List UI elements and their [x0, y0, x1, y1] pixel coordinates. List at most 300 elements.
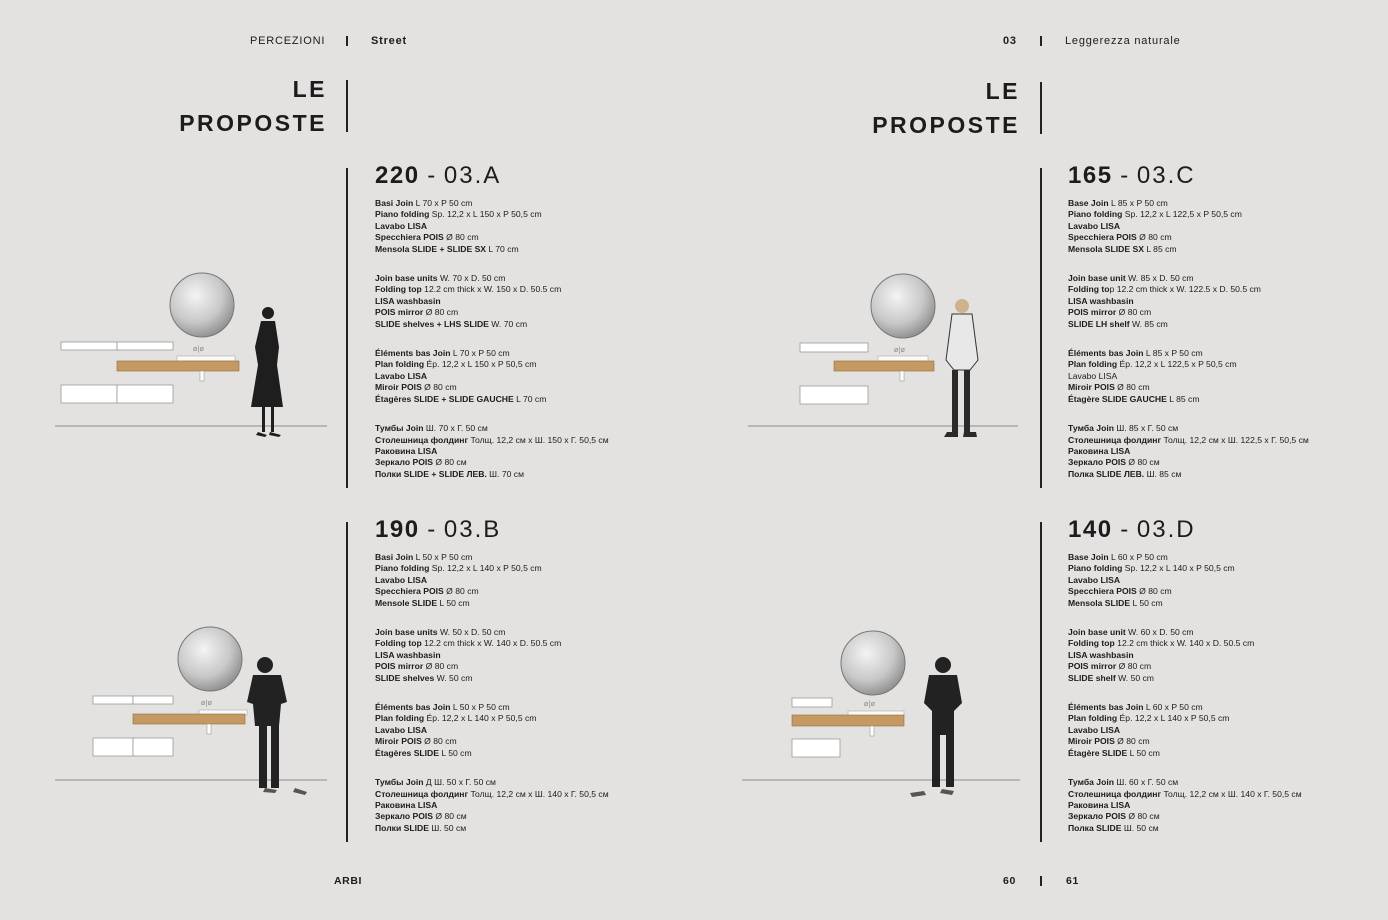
composition-code: 03.B	[443, 516, 502, 543]
spec-dimensions: Ш. 50 см	[1121, 822, 1159, 833]
shelf	[61, 342, 117, 350]
page-title-left	[150, 72, 327, 140]
spec-dimensions: L 85 x P 50 cm	[1143, 348, 1203, 359]
spec-dimensions: Ø 80 cm	[1136, 232, 1172, 243]
wooden-folding-top	[133, 714, 245, 724]
spec-dimensions: Ø 80 cm	[421, 736, 457, 747]
shelf	[133, 696, 173, 704]
spec-dimensions: Д Ш. 50 х Г. 50 см	[423, 777, 496, 788]
spec-line	[375, 823, 609, 834]
spec-product-name: Раковина LISA	[1068, 799, 1131, 810]
spec-dimensions: Толщ. 12,2 см х Ш. 122,5 х Г. 50,5 см	[1161, 434, 1309, 445]
title-line-1: LE	[292, 76, 327, 102]
block-divider	[346, 522, 348, 842]
composition-size: 220	[375, 162, 420, 189]
spec-product-name: Полка SLIDE	[1068, 822, 1122, 833]
spec-product-name: Join base units	[375, 273, 438, 284]
spec-dimensions: Ø 80 cm	[1136, 586, 1172, 597]
spec-product-name: Столешница фолдинг	[375, 434, 469, 445]
spec-line	[375, 394, 609, 405]
spec-product-name: Étagère SLIDE	[1068, 747, 1128, 758]
spec-line	[375, 359, 609, 370]
page-number-right: 61	[1066, 875, 1079, 887]
composition-title: 220 - 03.A	[375, 162, 502, 189]
spec-language-group	[1068, 777, 1302, 834]
spec-dimensions: W. 50 cm	[434, 672, 473, 683]
spec-product-name: Mensola SLIDE	[1068, 597, 1131, 608]
spec-line	[1068, 789, 1302, 800]
spec-product-name: Plan folding	[375, 359, 425, 370]
spec-dimensions: Ø 80 cm	[1114, 382, 1150, 393]
spec-line	[375, 661, 609, 672]
spec-dimensions: Толщ. 12,2 см х Ш. 150 х Г. 50,5 см	[468, 434, 609, 445]
tap-icon: ø|ø	[193, 345, 204, 353]
base-unit	[93, 738, 133, 756]
spec-dimensions: 12.2 cm thick x W. 140 x D. 50.5 cm	[421, 638, 562, 649]
header-section: PERCEZIONI	[250, 35, 326, 47]
spec-product-name: Miroir POIS	[1068, 382, 1115, 393]
spec-product-name: Specchiera POIS	[1068, 232, 1137, 243]
spec-product-name: Lavabo LISA	[375, 220, 428, 231]
washbasin	[177, 356, 235, 361]
spec-language-group	[375, 423, 609, 480]
spec-product-name: Éléments bas Join	[1068, 348, 1144, 359]
spec-line	[375, 232, 609, 243]
spec-product-name: Mensola SLIDE SX	[1068, 243, 1144, 254]
spec-line	[1068, 348, 1309, 359]
header-number-text: 03	[1003, 35, 1017, 47]
spec-line	[1068, 552, 1302, 563]
spec-list	[375, 552, 609, 834]
spec-list	[1068, 198, 1309, 480]
spec-product-name: Зеркало POIS	[375, 457, 434, 468]
spec-language-group	[375, 198, 609, 255]
spec-product-name: Piano folding	[1068, 209, 1123, 220]
spec-product-name: Folding top	[375, 638, 422, 649]
spec-dimensions: Ø 80 см	[433, 457, 467, 468]
spec-product-name: Lavabo LISA	[1068, 220, 1121, 231]
spec-dimensions: W. 50 cm	[1115, 672, 1154, 683]
spec-product-name: Раковина LISA	[375, 799, 438, 810]
spec-product-name: Folding top	[375, 284, 422, 295]
person-figure-icon	[251, 307, 283, 437]
person-figure-icon	[910, 657, 962, 797]
spec-line	[375, 627, 609, 638]
spec-line	[1068, 198, 1309, 209]
spec-dimensions: L 85 cm	[1143, 243, 1177, 254]
header-divider	[1040, 36, 1042, 46]
composition-code: 03.D	[1136, 516, 1196, 543]
spec-dimensions: Ép. 12,2 x L 150 x P 50,5 cm	[424, 359, 537, 370]
composition-block-220	[375, 162, 609, 480]
spec-line	[375, 244, 609, 255]
tap-icon: ø|ø	[864, 700, 875, 708]
spec-product-name: Тумба Join	[1068, 423, 1114, 434]
spec-language-group	[1068, 273, 1309, 330]
spec-language-group	[375, 348, 609, 405]
block-divider	[346, 168, 348, 488]
spec-line	[375, 296, 609, 307]
tap-icon: ø|ø	[894, 346, 905, 354]
spec-product-name: LISA washbasin	[1068, 295, 1134, 306]
spec-product-name: Mensola SLIDE + SLIDE SX	[375, 243, 487, 254]
spec-product-name: Join base unit	[1068, 627, 1126, 638]
spec-line	[375, 457, 609, 468]
base-unit	[61, 385, 117, 403]
wooden-folding-top	[117, 361, 239, 371]
spec-language-group	[375, 273, 609, 330]
spec-dimensions: L 70 x P 50 cm	[450, 348, 510, 359]
spec-dimensions: L 50 cm	[437, 597, 470, 608]
composition-size: 140	[1068, 516, 1113, 543]
block-divider	[1040, 168, 1042, 488]
spec-line	[1068, 777, 1302, 788]
spec-dimensions: Ø 80 см	[1126, 457, 1160, 468]
spec-product-name: Éléments bas Join	[1068, 702, 1144, 713]
spec-line	[375, 435, 609, 446]
brand-logo: ARBI	[334, 875, 363, 887]
shelf	[792, 698, 832, 707]
spec-line	[375, 307, 609, 318]
spec-line	[375, 221, 609, 232]
spec-product-name: Specchiera POIS	[375, 232, 444, 243]
washbasin	[878, 356, 928, 361]
spec-dimensions: L 70 cm	[513, 393, 547, 404]
title-divider	[346, 80, 348, 132]
spec-dimensions: Ép. 12,2 x L 140 x P 50,5 cm	[424, 713, 537, 724]
spec-dimensions: Ø 80 cm	[423, 307, 459, 318]
composition-title: 190 - 03.B	[375, 516, 502, 543]
spec-product-name: Éléments bas Join	[375, 702, 451, 713]
spec-product-name: Тумбы Join	[375, 777, 424, 788]
spec-product-name: POIS mirror	[375, 661, 424, 672]
spec-line	[1068, 638, 1302, 649]
spec-language-group	[375, 702, 609, 759]
spec-product-name: Piano folding	[375, 209, 430, 220]
spec-dimensions: Ø 80 см	[433, 811, 467, 822]
spec-line	[1068, 307, 1309, 318]
spec-dimensions: Sp. 12,2 x L 140 x P 50,5 cm	[1122, 563, 1235, 574]
spec-dimensions: W. 50 x D. 50 cm	[437, 627, 506, 638]
spec-line	[375, 789, 609, 800]
spec-product-name: Miroir POIS	[375, 736, 422, 747]
spec-language-group	[1068, 552, 1302, 609]
page-number-left: 60	[1003, 875, 1016, 887]
spec-dimensions: Ш. 70 см	[486, 468, 524, 479]
spec-product-name: Éléments bas Join	[375, 348, 451, 359]
round-mirror-icon	[178, 627, 242, 691]
spec-product-name: Basi Join	[375, 198, 414, 208]
title-line-2: PROPOSTE	[179, 110, 327, 136]
spec-product-name: Столешница фолдинг	[1068, 434, 1162, 445]
spec-line	[1068, 359, 1309, 370]
spec-product-name: Lavabo LISA	[375, 724, 428, 735]
spec-line	[1068, 575, 1302, 586]
shelf	[117, 342, 173, 350]
spec-dimensions: W. 60 x D. 50 cm	[1125, 627, 1194, 638]
spec-line	[1068, 457, 1309, 468]
spec-line	[375, 198, 609, 209]
spec-product-name: Столешница фолдинг	[1068, 788, 1162, 799]
spec-dimensions: Ø 80 cm	[443, 586, 479, 597]
spec-product-name: Miroir POIS	[375, 382, 422, 393]
spec-line	[375, 811, 609, 822]
block-divider	[1040, 522, 1042, 842]
composition-code: 03.A	[443, 162, 502, 189]
composition-title: 165 - 03.C	[1068, 162, 1196, 189]
spec-dimensions: Sp. 12,2 x L 140 x P 50,5 cm	[429, 563, 542, 574]
wooden-folding-top	[792, 715, 904, 726]
spec-line	[1068, 800, 1302, 811]
spec-dimensions: L 50 cm	[439, 747, 472, 758]
tap-icon: ø|ø	[201, 699, 212, 707]
spec-line	[375, 469, 609, 480]
spec-dimensions: Sp. 12,2 x L 150 x P 50,5 cm	[429, 209, 542, 220]
spec-product-name: Столешница фолдинг	[375, 788, 469, 799]
title-divider	[1040, 82, 1042, 134]
spec-product-name: Lavabo LISA	[1068, 574, 1121, 585]
spec-dimensions: L 50 x P 50 cm	[413, 552, 473, 562]
spec-line	[375, 284, 609, 295]
spec-dimensions: L 85 cm	[1166, 393, 1200, 404]
spec-line	[1068, 563, 1302, 574]
spec-language-group	[1068, 702, 1302, 759]
spec-dimensions: Толщ. 12,2 см х Ш. 140 х Г. 50,5 см	[1161, 788, 1302, 799]
spec-product-name: SLIDE LH shelf	[1068, 318, 1130, 329]
composition-block-140	[1068, 516, 1302, 834]
spec-product-name: Folding top	[1068, 638, 1115, 649]
spec-dimensions: Ш. 70 х Г. 50 см	[423, 423, 488, 434]
spec-line	[375, 575, 609, 586]
spec-product-name: Join base units	[375, 627, 438, 638]
spec-product-name: LISA washbasin	[375, 649, 441, 660]
spec-product-name: Раковина LISA	[1068, 445, 1131, 456]
header-number	[1003, 35, 1017, 47]
spec-line	[375, 563, 609, 574]
spec-line	[1068, 661, 1302, 672]
spec-dimensions: 12.2 cm thick x W. 140 x D. 50.5 cm	[1114, 638, 1255, 649]
spec-dimensions: Ø 80 cm	[421, 382, 457, 393]
spec-line	[1068, 713, 1302, 724]
spec-language-group	[1068, 198, 1309, 255]
spec-line	[375, 586, 609, 597]
spec-dimensions: Ép. 12,2 x L 122,5 x P 50,5 cm	[1117, 359, 1237, 370]
spec-line	[375, 736, 609, 747]
spec-list	[375, 198, 609, 480]
spec-line	[1068, 469, 1309, 480]
spec-line	[1068, 811, 1302, 822]
spec-line	[375, 713, 609, 724]
spec-line	[375, 209, 609, 220]
spec-language-group	[1068, 423, 1309, 480]
spec-line	[1068, 319, 1309, 330]
spec-line	[1068, 650, 1302, 661]
spec-product-name: Полки SLIDE	[375, 822, 429, 833]
spec-line	[375, 650, 609, 661]
shelf	[800, 343, 868, 352]
composition-code: 03.C	[1136, 162, 1196, 189]
spec-dimensions: Ш. 60 х Г. 50 см	[1113, 777, 1179, 788]
spec-line	[1068, 382, 1309, 393]
spec-dimensions: L 50 cm	[1130, 597, 1163, 608]
spec-line	[1068, 273, 1309, 284]
spec-dimensions: W. 85 x D. 50 cm	[1125, 273, 1194, 284]
base-unit	[800, 386, 868, 404]
spec-line	[1068, 423, 1309, 434]
header-divider	[346, 36, 348, 46]
spec-dimensions: L 70 cm	[486, 243, 519, 254]
spec-product-name: Mensole SLIDE	[375, 597, 438, 608]
title-line-2: PROPOSTE	[872, 112, 1020, 138]
spec-line	[1068, 435, 1309, 446]
spec-product-name: Basi Join	[375, 552, 414, 562]
spec-product-name: LISA washbasin	[1068, 649, 1134, 660]
spec-line	[375, 638, 609, 649]
round-mirror-icon	[871, 274, 935, 338]
composition-size: 190	[375, 516, 420, 543]
spec-dimensions: Ép. 12,2 x L 140 x P 50,5 cm	[1117, 713, 1230, 724]
spec-line	[1068, 823, 1302, 834]
spec-dimensions: 12.2 cm thick x W. 150 x D. 50.5 cm	[421, 284, 562, 295]
spec-line	[375, 673, 609, 684]
spec-dimensions: W. 85 cm	[1129, 318, 1168, 329]
bathroom-composition-220-illustration	[55, 265, 330, 445]
spec-line	[1068, 394, 1309, 405]
spec-language-group	[1068, 348, 1309, 405]
spec-dimensions: Sp. 12,2 x L 122,5 x P 50,5 cm	[1122, 209, 1242, 220]
spec-dimensions: Ø 80 cm	[423, 661, 459, 672]
spec-language-group	[375, 552, 609, 609]
footer-divider	[1040, 876, 1042, 886]
spec-language-group	[375, 627, 609, 684]
header-subtitle: Leggerezza naturale	[1065, 35, 1181, 47]
composition-block-165	[1068, 162, 1309, 480]
spec-language-group	[1068, 627, 1302, 684]
spec-line	[1068, 748, 1302, 759]
spec-product-name: Base Join	[1068, 552, 1109, 562]
spec-dimensions: Ш. 50 см	[428, 822, 467, 833]
person-figure-icon	[247, 657, 307, 795]
spec-line	[375, 800, 609, 811]
spec-product-name: LISA washbasin	[375, 295, 441, 306]
round-mirror-icon	[170, 273, 234, 337]
spec-line	[375, 273, 609, 284]
spec-line	[1068, 736, 1302, 747]
spec-dimensions: Ø 80 cm	[1116, 661, 1152, 672]
spec-line	[1068, 284, 1309, 295]
spec-line	[1068, 371, 1309, 382]
spec-line	[1068, 221, 1309, 232]
spec-product-name: POIS mirror	[1068, 661, 1117, 672]
spec-product-name: Раковина LISA	[375, 445, 438, 456]
spec-dimensions: W. 70 cm	[488, 318, 528, 329]
spec-product-name: POIS mirror	[375, 307, 424, 318]
spec-dimensions: L 60 x P 50 cm	[1143, 702, 1203, 713]
spec-dimensions: Lavabo LISA	[1068, 370, 1118, 381]
spec-dimensions: Ø 80 cm	[443, 232, 479, 243]
bathroom-composition-165-illustration	[748, 268, 1023, 448]
spec-line	[375, 725, 609, 736]
spec-list	[1068, 552, 1302, 834]
spec-product-name: Зеркало POIS	[1068, 811, 1127, 822]
spec-product-name: Полка SLIDE ЛЕВ.	[1068, 468, 1145, 479]
spec-line	[1068, 296, 1309, 307]
spec-line	[375, 371, 609, 382]
siphon	[200, 371, 204, 381]
base-unit	[792, 739, 840, 757]
spec-dimensions: L 50 cm	[1127, 747, 1160, 758]
spec-line	[1068, 627, 1302, 638]
spec-product-name: Specchiera POIS	[375, 586, 444, 597]
bathroom-composition-140-illustration	[742, 625, 1022, 805]
spec-line	[1068, 244, 1309, 255]
spec-line	[375, 348, 609, 359]
spec-dimensions: L 70 x P 50 cm	[413, 198, 473, 208]
siphon	[207, 724, 211, 734]
spec-product-name: Piano folding	[1068, 563, 1123, 574]
spec-line	[375, 748, 609, 759]
spec-line	[375, 319, 609, 330]
round-mirror-icon	[841, 631, 905, 695]
spec-line	[1068, 673, 1302, 684]
base-unit	[117, 385, 173, 403]
header-collection-text: Street	[371, 35, 407, 47]
spec-product-name: Зеркало POIS	[1068, 457, 1127, 468]
spec-product-name: SLIDE shelves	[375, 672, 435, 683]
spec-product-name: Folding to	[1068, 284, 1110, 295]
spec-product-name: Lavabo LISA	[1068, 724, 1121, 735]
spec-line	[375, 598, 609, 609]
bathroom-composition-190-illustration	[55, 620, 330, 800]
spec-line	[375, 423, 609, 434]
spec-dimensions: W. 70 x D. 50 cm	[437, 273, 506, 284]
spec-line	[1068, 725, 1302, 736]
composition-block-190	[375, 516, 609, 834]
spec-line	[1068, 232, 1309, 243]
page-title-right	[843, 74, 1020, 142]
siphon	[900, 371, 904, 381]
spec-product-name: Plan folding	[1068, 713, 1118, 724]
siphon	[870, 726, 874, 736]
spec-product-name: Тумбы Join	[375, 423, 424, 434]
composition-title: 140 - 03.D	[1068, 516, 1196, 543]
spec-line	[375, 702, 609, 713]
spec-product-name: Полки SLIDE + SLIDE ЛЕВ.	[375, 468, 487, 479]
spec-product-name: Base Join	[1068, 198, 1109, 208]
spec-line	[1068, 586, 1302, 597]
header-collection	[371, 35, 407, 47]
spec-dimensions: Ø 80 cm	[1116, 307, 1152, 318]
spec-product-name: SLIDE shelves + LHS SLIDE	[375, 318, 489, 329]
spec-line	[1068, 598, 1302, 609]
spec-line	[375, 552, 609, 563]
spec-language-group	[375, 777, 609, 834]
base-unit	[133, 738, 173, 756]
spec-product-name: Étagère SLIDE GAUCHE	[1068, 393, 1167, 404]
spec-product-name: Miroir POIS	[1068, 736, 1115, 747]
spec-product-name: Piano folding	[375, 563, 430, 574]
spec-dimensions: L 50 x P 50 cm	[450, 702, 510, 713]
spec-product-name: Specchiera POIS	[1068, 586, 1137, 597]
spec-dimensions: Ш. 85 см	[1144, 468, 1182, 479]
composition-size: 165	[1068, 162, 1113, 189]
spec-line	[375, 777, 609, 788]
person-figure-icon	[944, 299, 978, 437]
shelf	[93, 696, 133, 704]
spec-dimensions: Ø 80 cm	[1114, 736, 1150, 747]
spec-product-name: Étagères SLIDE	[375, 747, 439, 758]
spec-product-name: Зеркало POIS	[375, 811, 434, 822]
